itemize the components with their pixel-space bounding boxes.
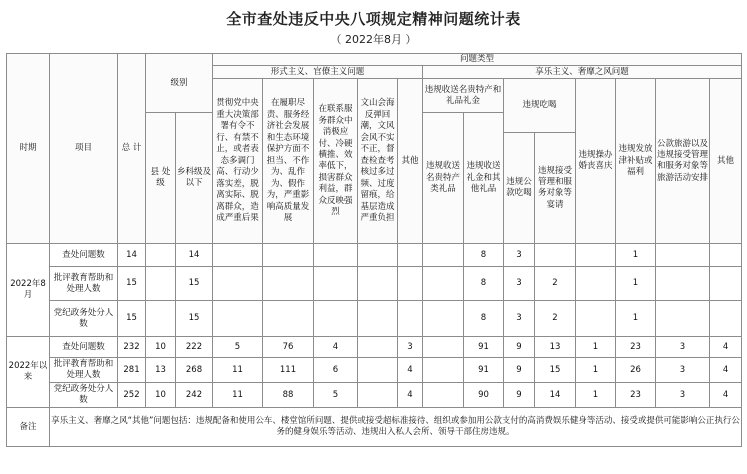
header-meal-col-2: 违规接受管理和服务对象等宴请 — [535, 133, 576, 244]
value-cell: 3 — [656, 337, 710, 358]
value-cell: 14 — [535, 383, 576, 408]
value-cell: 10 — [146, 383, 176, 408]
value-cell — [656, 267, 710, 301]
value-cell: 1 — [616, 301, 656, 337]
report-title: 全市查处违反中央八项规定精神问题统计表 — [226, 10, 521, 28]
header-gift-col-2: 违规收送礼金和其他礼品 — [464, 113, 504, 244]
header-meal-col-1: 违规公款吃喝 — [504, 133, 535, 244]
value-cell: 4 — [710, 337, 742, 358]
value-cell: 9 — [504, 337, 535, 358]
value-cell: 15 — [176, 301, 213, 337]
value-cell — [398, 244, 423, 267]
value-cell — [710, 244, 742, 267]
header-total: 总 计 — [118, 54, 146, 244]
value-cell — [358, 383, 398, 408]
value-cell — [423, 267, 464, 301]
note-label: 备注 — [7, 408, 50, 447]
value-cell — [213, 301, 263, 337]
item-cell: 党纪政务处分人数 — [50, 301, 118, 337]
value-cell: 111 — [263, 358, 314, 383]
value-cell: 5 — [314, 383, 358, 408]
statistics-table — [6, 53, 742, 447]
header-hedonism-other: 其他 — [710, 79, 742, 244]
value-cell: 11 — [213, 383, 263, 408]
value-cell: 15 — [118, 301, 146, 337]
header-problem-type: 问题类型 — [213, 54, 742, 66]
value-cell — [423, 301, 464, 337]
value-cell: 13 — [535, 337, 576, 358]
value-cell: 13 — [146, 358, 176, 383]
value-cell: 8 — [464, 267, 504, 301]
value-cell: 88 — [263, 383, 314, 408]
value-cell: 3 — [656, 358, 710, 383]
value-cell: 3 — [398, 337, 423, 358]
table-row — [7, 301, 742, 337]
header-formalism-col-1: 贯彻党中央重大决策部署有令不行、有禁不止，或者表态多调门高、行动少落实差，脱离实际、脱离群众，造成严重后果 — [213, 79, 263, 244]
value-cell — [263, 301, 314, 337]
table-row — [7, 383, 742, 408]
header-level-township: 乡科级及以下 — [176, 113, 213, 244]
value-cell — [423, 358, 464, 383]
value-cell: 4 — [398, 358, 423, 383]
header-formalism-col-4: 文山会海反弹回潮，文风会风不实不正，督查检查考核过多过频、过度留痕，给基层造成严重负担 — [358, 79, 398, 244]
value-cell: 3 — [504, 244, 535, 267]
note-row — [7, 408, 742, 447]
value-cell: 1 — [616, 244, 656, 267]
value-cell: 9 — [504, 358, 535, 383]
value-cell — [146, 301, 176, 337]
item-cell: 查处问题数 — [50, 337, 118, 358]
value-cell: 3 — [656, 383, 710, 408]
value-cell: 90 — [464, 383, 504, 408]
value-cell — [656, 244, 710, 267]
header-hedonism-col-1: 违规操办婚丧喜庆 — [576, 79, 616, 244]
value-cell — [314, 244, 358, 267]
value-cell: 2 — [535, 267, 576, 301]
value-cell — [314, 301, 358, 337]
table-row — [7, 337, 742, 358]
value-cell — [535, 244, 576, 267]
value-cell — [314, 267, 358, 301]
value-cell: 9 — [504, 383, 535, 408]
value-cell: 242 — [176, 383, 213, 408]
value-cell — [656, 301, 710, 337]
value-cell: 4 — [710, 358, 742, 383]
value-cell — [263, 267, 314, 301]
value-cell: 4 — [710, 383, 742, 408]
value-cell: 14 — [118, 244, 146, 267]
value-cell — [146, 244, 176, 267]
value-cell — [213, 244, 263, 267]
value-cell: 4 — [314, 337, 358, 358]
item-cell: 查处问题数 — [50, 244, 118, 267]
value-cell — [398, 301, 423, 337]
value-cell — [358, 301, 398, 337]
header-meal: 违规吃喝 — [504, 79, 576, 133]
header-hedonism: 享乐主义、奢靡之风问题 — [423, 66, 742, 79]
value-cell — [358, 337, 398, 358]
value-cell: 14 — [176, 244, 213, 267]
header-item: 项目 — [50, 54, 118, 244]
value-cell: 10 — [146, 337, 176, 358]
table-row — [7, 358, 742, 383]
value-cell — [576, 244, 616, 267]
value-cell — [213, 267, 263, 301]
value-cell — [398, 267, 423, 301]
value-cell: 1 — [616, 267, 656, 301]
value-cell: 281 — [118, 358, 146, 383]
value-cell: 6 — [314, 358, 358, 383]
period-cell: 2022年以来 — [7, 337, 50, 408]
value-cell — [710, 301, 742, 337]
value-cell: 76 — [263, 337, 314, 358]
value-cell: 11 — [213, 358, 263, 383]
value-cell — [423, 337, 464, 358]
value-cell: 26 — [616, 358, 656, 383]
header-gift: 违规收送名贵特产和礼品礼金 — [423, 79, 504, 113]
value-cell: 3 — [504, 267, 535, 301]
value-cell: 23 — [616, 337, 656, 358]
header-hedonism-col-2: 违规发放津补贴或福利 — [616, 79, 656, 244]
value-cell: 4 — [398, 383, 423, 408]
item-cell: 批评教育帮助和处理人数 — [50, 267, 118, 301]
header-period: 时期 — [7, 54, 50, 244]
header-hedonism-col-3: 公款旅游以及违规接受管理和服务对象等旅游活动安排 — [656, 79, 710, 244]
value-cell — [358, 244, 398, 267]
value-cell: 15 — [535, 358, 576, 383]
value-cell: 3 — [504, 301, 535, 337]
value-cell: 91 — [464, 337, 504, 358]
value-cell — [423, 244, 464, 267]
value-cell: 8 — [464, 301, 504, 337]
value-cell: 222 — [176, 337, 213, 358]
value-cell: 2 — [535, 301, 576, 337]
value-cell: 252 — [118, 383, 146, 408]
value-cell: 15 — [118, 267, 146, 301]
value-cell: 232 — [118, 337, 146, 358]
value-cell: 1 — [576, 383, 616, 408]
value-cell: 15 — [176, 267, 213, 301]
value-cell — [576, 301, 616, 337]
value-cell — [263, 244, 314, 267]
header-level: 级别 — [146, 54, 213, 113]
value-cell — [358, 358, 398, 383]
value-cell: 268 — [176, 358, 213, 383]
item-cell: 党纪政务处分人数 — [50, 383, 118, 408]
header-level-county: 县 处 级 — [146, 113, 176, 244]
table-row — [7, 267, 742, 301]
value-cell — [423, 383, 464, 408]
header-formalism: 形式主义、官僚主义问题 — [213, 66, 423, 79]
note-text: 享乐主义、奢靡之风“其他”问题包括：违规配备和使用公车、楼堂馆所问题、提供或接受超标准接待、组织或参加用公款支付的高消费娱乐健身等活动、接受或提供可能影响公正执行公务的健身娱乐等活动、违规出入私人会所、领导干部住房违规。 — [50, 408, 742, 447]
value-cell — [576, 267, 616, 301]
header-gift-col-1: 违规收送名贵特产类礼品 — [423, 113, 464, 244]
header-formalism-col-3: 在联系服务群众中消极应付、冷硬横推、效率低下，损害群众利益，群众反映强烈 — [314, 79, 358, 244]
value-cell: 23 — [616, 383, 656, 408]
value-cell — [710, 267, 742, 301]
value-cell: 91 — [464, 358, 504, 383]
value-cell: 1 — [576, 358, 616, 383]
value-cell: 8 — [464, 244, 504, 267]
report-subtitle: （ 2022年8月 ） — [330, 33, 417, 46]
period-cell: 2022年8月 — [7, 244, 50, 337]
value-cell — [358, 267, 398, 301]
value-cell: 1 — [576, 337, 616, 358]
table-row — [7, 244, 742, 267]
value-cell: 5 — [213, 337, 263, 358]
header-formalism-other: 其他 — [398, 79, 423, 244]
item-cell: 批评教育帮助和处理人数 — [50, 358, 118, 383]
value-cell — [146, 267, 176, 301]
header-formalism-col-2: 在履职尽责、服务经济社会发展和生态环境保护方面不担当、不作为、乱作为、假作为，严重影响高质量发展 — [263, 79, 314, 244]
